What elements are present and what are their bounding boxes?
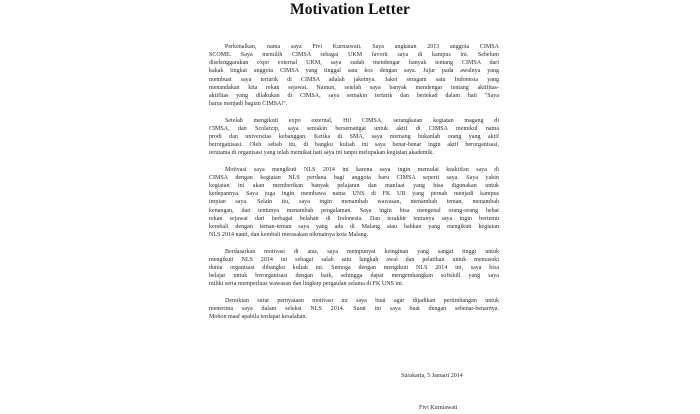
- text-line: Perkenalkan, nama saya Fivi Kurniawati. Saya angkatan 2013 anggota CIMSA: [225, 44, 499, 50]
- text-line: diselenggarakan expo external UKM, saya sudah mendengar banyak tentang CIMSA dari: [209, 60, 499, 67]
- text-line: Demikian surat pernyataan motivasi ini saya buat agar dijadikan pertimbangan untuk: [225, 297, 499, 304]
- place-and-date: Surakarta, 5 Januari 2014: [401, 373, 463, 379]
- text-line: impian saya. Selain itu, saya ingin menambah wawasan, menambah teman, menambah: [209, 199, 499, 206]
- text-line: CIMSA, dan Scolarzip, saya semakin bersemangat untuk aktif di CIMSA memikul nama: [209, 125, 499, 132]
- text-line: berorganisasi. Oleh sebab itu, di bangku kuliah ini saya benar-benar ingin aktif berorganisasi,: [209, 142, 499, 149]
- text-line: Setelah mengikuti expo external, Hi! CIMSA, serangkaian kegiatan magang di: [225, 117, 499, 124]
- paragraph-expo: [193, 117, 499, 158]
- text-line: terutama di organisasi yang telah memikat hati saya ini tanpu melupakan kegiatan akademik.: [209, 150, 434, 157]
- paragraph-closing: [193, 297, 499, 321]
- text-line: mengikuti NLS 2014 ini sebagai salah satu langkah awal dan pelatihan untuk memasuki: [209, 256, 499, 263]
- text-line: belajar untuk berorganisasi dengan baik, sehingga dapat mengembangkan softskill yang saya: [209, 273, 499, 280]
- text-line: aktifitas yang dilakukan di CIMSA, saya semakin tertarik dan bertekad dalam hati "Saya: [209, 92, 499, 99]
- text-line: menerima saya dalam seleksi NLS 2014. Surat ini saya buat dengan sebenar-benarnya.: [209, 305, 499, 312]
- text-line: Berdasarkan motivasi di atas, saya mempunyai keinginan yang sangat tinggi untuk: [225, 248, 499, 255]
- text-line: CIMSA dengan kegiatan NLS perdana bagi anggota baru CIMSA seperti saya. Saya yakin: [209, 174, 499, 181]
- text-line: dunia organisasi dibangku kuliah ini. Semoga dengan mengikuti NLS 2014 ini, saya bisa: [209, 264, 499, 271]
- paragraph-reasoning: [193, 248, 499, 289]
- paragraph-motivation: [193, 166, 499, 239]
- text-line: kembali dengan teman-teman saya yang ada di Malang atau bahkan yang mengikuti kegiatan: [209, 223, 499, 230]
- text-line: Motivasi saya mengikuti NLS 2014 ini karena saya ingin memulai keaktifan saya di: [225, 166, 499, 173]
- text-line: miliki serta memperluas wawasan dan lingkup pergaulan selama di FK UNS ini.: [209, 281, 404, 288]
- text-line: kedepannya. Saya juga ingin membawa nama UNS di FK UB yang pernah menjadi kampus: [209, 191, 499, 198]
- page-title: Motivation Letter: [289, 1, 411, 18]
- text-line: membuat saya tertarik di CIMSA adalah jaketnya. Jaket seragam satu Indonesia yang: [209, 76, 499, 83]
- text-line: rekan sejawat dari berbagai belahan di Indonesia. Dan terakhir tentunya saya ingin bertemu: [209, 215, 499, 222]
- paragraph-introduction: [193, 43, 499, 108]
- text-line: kegiatan ini akan memberikan banyak pelajaran dan manfaat yang bisa digunakan untuk: [209, 183, 499, 190]
- text-line: menandakan kita rekan sejawat. Namun, setelah saya banyak mendengar tentang aktifitas-: [209, 84, 499, 91]
- text-line: NLS 2014 nanti, dan kembali merasakan nikmatnya kota Malang.: [209, 232, 369, 239]
- signer-name: Fivi Kurniawati: [419, 405, 458, 411]
- text-line: kenangan, dan tentunya menambah pengalaman. Saya ingin bisa mengenal orang-orang hebat: [209, 207, 499, 214]
- text-line: harus menjadi bagian CIMSA!".: [209, 101, 288, 108]
- text-line: SCOME. Saya memilih CIMSA sebagai UKM favorit saya di kampus ini. Sebelum: [209, 52, 499, 59]
- text-line: Mohon maaf apabila terdapat kesalahan.: [209, 314, 307, 321]
- letter-body: [193, 43, 499, 330]
- text-line: prodi dan universitas kebanggan. Ketika di SMA, saya memang bukanlah orang yang aktif: [209, 133, 499, 140]
- text-line: kakak tingkat anggota CIMSA yang tinggal satu kos dengan saya. Jujur pada awalnya yang: [209, 68, 499, 75]
